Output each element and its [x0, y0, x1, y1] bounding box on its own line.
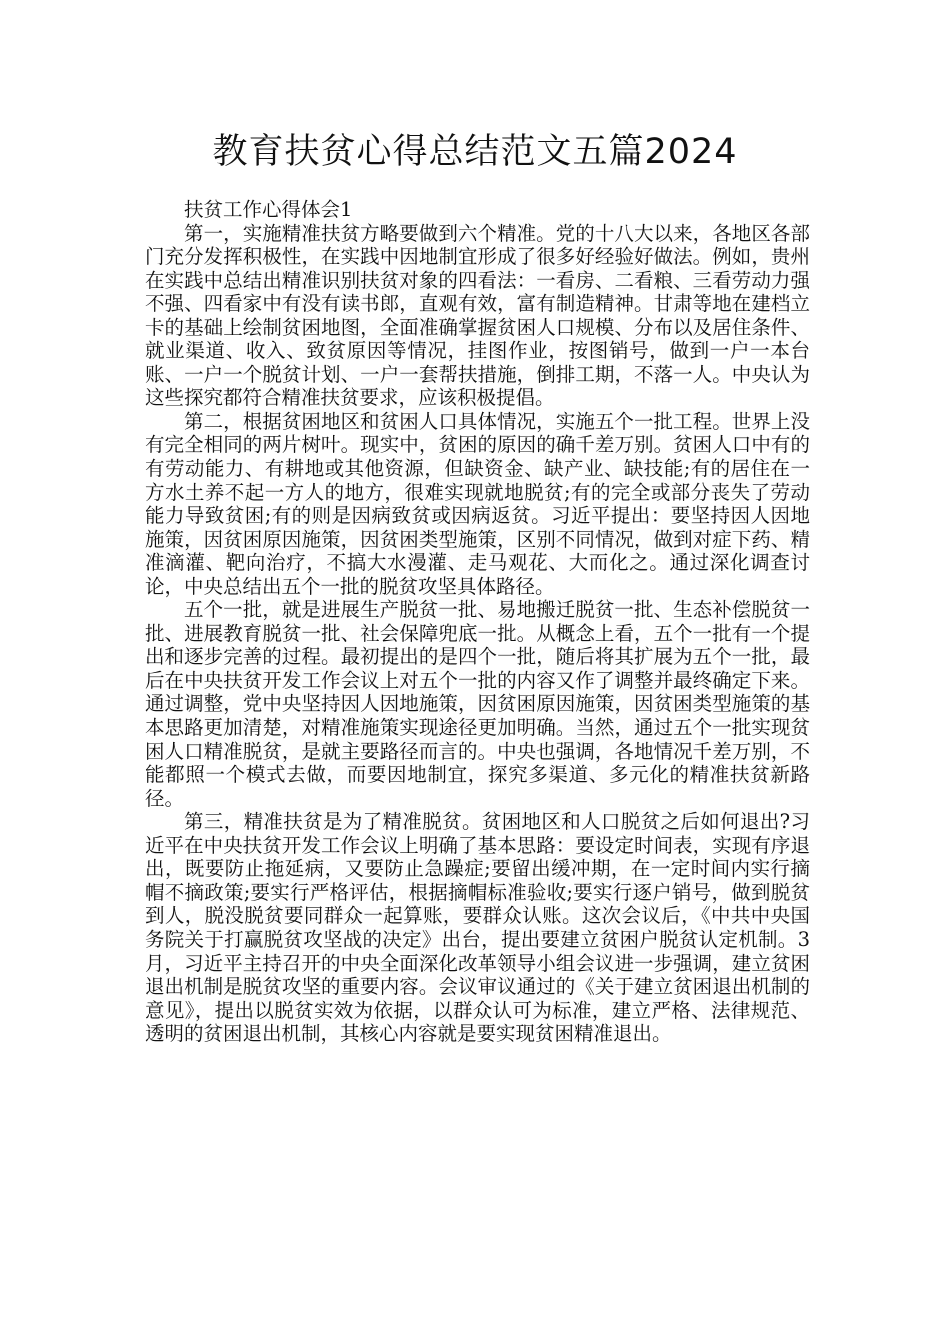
document-title: 教育扶贫心得总结范文五篇2024: [212, 132, 738, 172]
section-heading: 扶贫工作心得体会1: [184, 198, 353, 221]
paragraph: 第三，精准扶贫是为了精准脱贫。贫困地区和人口脱贫之后如何退出?习近平在中央扶贫开发工作会议上明确了基本思路：要设定时间表，实现有序退出，既要防止拖延病，又要防止急躁症;要留出缓冲期，在一定时间内实行摘帽不摘政策;要实行严格评估，根据摘帽标准验收;要实行逐户销号，做到脱贫到人，脱没脱贫要同群众一起算账，要群众认账。这次会议后，《中共中央国务院关于打赢脱贫攻坚战的决定》出台，提出要建立贫困户脱贫认定机制。3月，习近平主持召开的中央全面深化改革领导小组会议进一步强调，建立贫困退出机制是脱贫攻坚的重要内容。会议审议通过的《关于建立贫困退出机制的意见》，提出以脱贫实效为依据，以群众认可为标准，建立严格、法律规范、透明的贫困退出机制，其核心内容就是要实现贫困精准退出。: [145, 810, 810, 1046]
paragraph: 第一，实施精准扶贫方略要做到六个精准。党的十八大以来，各地区各部门充分发挥积极性，在实践中因地制宜形成了很多好经验好做法。例如，贵州在实践中总结出精准识别扶贫对象的四看法：一看房、二看粮、三看劳动力强不强、四看家中有没有读书郎，直观有效，富有制造精神。甘肃等地在建档立卡的基础上绘制贫困地图，全面准确掌握贫困人口规模、分布以及居住条件、就业渠道、收入、致贫原因等情况，挂图作业，按图销号，做到一户一本台账、一户一个脱贫计划、一户一套帮扶措施，倒排工期，不落一人。中央认为这些探究都符合精准扶贫要求，应该积极提倡。: [145, 221, 810, 410]
paragraph: 第二，根据贫困地区和贫困人口具体情况，实施五个一批工程。世界上没有完全相同的两片树叶。现实中，贫困的原因的确千差万别。贫困人口中有的有劳动能力、有耕地或其他资源，但缺资金、缺产业、缺技能;有的居住在一方水土养不起一方人的地方，很难实现就地脱贫;有的完全或部分丧失了劳动能力导致贫困;有的则是因病致贫或因病返贫。习近平提出：要坚持因人因地施策，因贫困原因施策，因贫困类型施策，区别不同情况，做到对症下药、精准滴灌、靶向治疗，不搞大水漫灌、走马观花、大而化之。通过深化调查讨论，中央总结出五个一批的脱贫攻坚具体路径。: [145, 409, 810, 598]
document-body: [145, 198, 810, 1046]
paragraph: 五个一批，就是进展生产脱贫一批、易地搬迁脱贫一批、生态补偿脱贫一批、进展教育脱贫一批、社会保障兜底一批。从概念上看，五个一批有一个提出和逐步完善的过程。最初提出的是四个一批，随后将其扩展为五个一批，最后在中央扶贫开发工作会议上对五个一批的内容又作了调整并最终确定下来。通过调整，党中央坚持因人因地施策，因贫困原因施策，因贫困类型施策的基本思路更加清楚，对精准施策实现途径更加明确。当然，通过五个一批实现贫困人口精准脱贫，是就主要路径而言的。中央也强调，各地情况千差万别，不能都照一个模式去做，而要因地制宜，探究多渠道、多元化的精准扶贫新路径。: [145, 598, 810, 810]
